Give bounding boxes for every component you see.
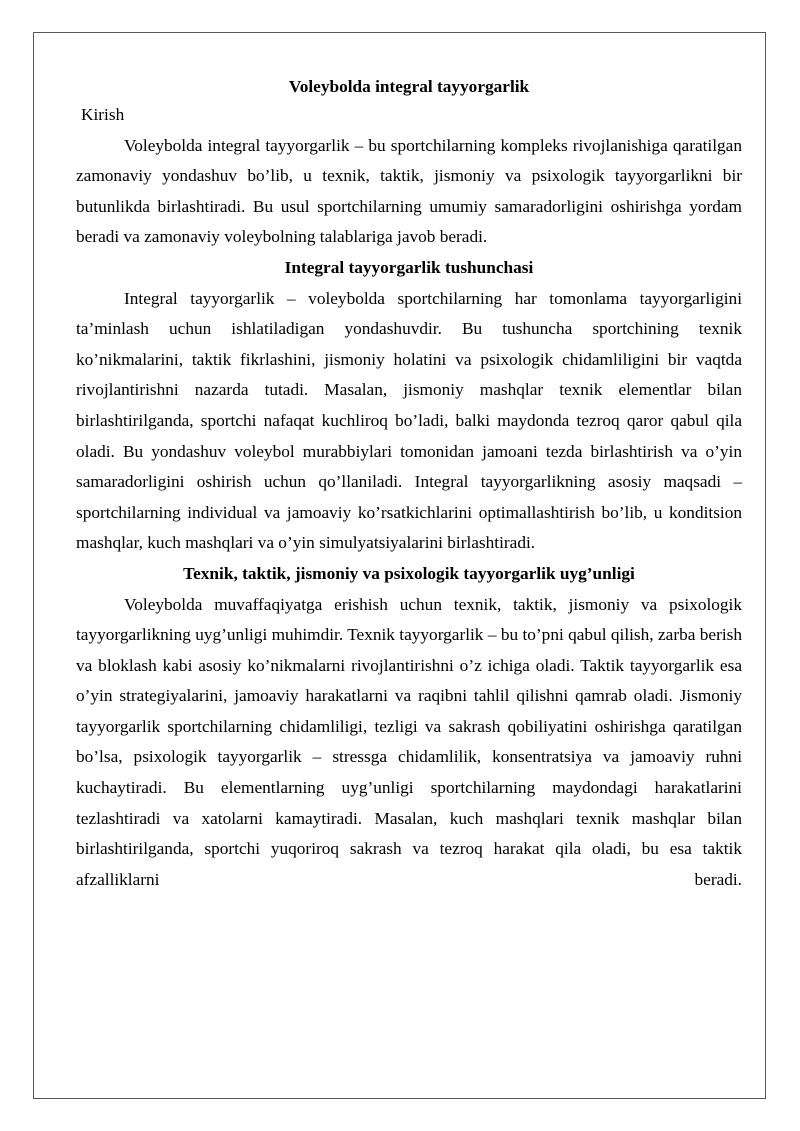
harmony-paragraph: Voleybolda muvaffaqiyatga erishish uchun texnik, taktik, jismoniy va psixologik tayyorgarlikning uyg’unligi muhimdir. Texnik tayyorgarlik – bu to’pni qabul qilish, zarba berish va bloklash kabi asosiy ko’nikmalarni rivojlantirishni o’z ichiga oladi. Taktik tayyorgarlik esa o’yin strategiyalarini, jamoaviy harakatlarni va raqibni tahlil qilishni qamrab oladi. Jismoniy tayyorgarlik sportchilarning chidamliligi, tezligi va sakrash qobiliyatini oshirishga qaratilgan bo’lsa, psixologik tayyorgarlik – stressga chidamlilik, konsentratsiya va jamoaviy ruhni kuchaytiradi. Bu elementlarning uyg’unligi sportchilarning maydondagi harakatlarini tezlashtiradi va xatolarni kamaytiradi. Masalan, kuch mashqlari texnik mashqlar bilan birlashtirilganda, sportchi yuqoriroq sakrash va tezroq harakat qila oladi, bu esa taktik afzalliklarni beradi.	[76, 594, 742, 889]
integral-concept-paragraph: Integral tayyorgarlik – voleybolda sportchilarning har tomonlama tayyorgarligini ta’minlash uchun ishlatiladigan yondashuvdir. Bu tushuncha sportchining texnik ko’nikmalarini, taktik fikrlashini, jismoniy holatini va psixologik chidamliligini bir vaqtda rivojlantirishni nazarda tutadi. Masalan, jismoniy mashqlar texnik elementlar bilan birlashtirilganda, sportchi nafaqat kuchliroq bo’ladi, balki maydonda tezroq qaror qabul qila oladi. Bu yondashuv voleybol murabbiylari tomonidan jamoani tezda birlashtirish va o’yin samaradorligini oshirish uchun qo’llaniladi. Integral tayyorgarlikning asosiy maqsadi – sportchilarning individual va jamoaviy ko’rsatkichlarini optimallashtirish bo’lib, u konditsion mashqlar, kuch mashqlari va o’yin simulyatsiyalarini birlashtiradi.	[76, 288, 742, 553]
intro-paragraph: Voleybolda integral tayyorgarlik – bu sportchilarning kompleks rivojlanishiga qaratilgan zamonaviy yondashuv bo’lib, u texnik, taktik, jismoniy va psixologik tayyorgarlikni bir butunlikda birlashtiradi. Bu usul sportchilarning umumiy samaradorligini oshirishga yordam beradi va zamonaviy voleybolning talablariga javob beradi.	[76, 135, 742, 247]
section-heading-integral-concept: Integral tayyorgarlik tushunchasi	[284, 257, 534, 277]
intro-label: Kirish	[81, 105, 125, 124]
document-title: Voleybolda integral tayyorgarlik	[288, 77, 530, 96]
section-heading-harmony: Texnik, taktik, jismoniy va psixologik tayyorgarlik uyg’unligi	[183, 563, 635, 583]
document-body	[76, 74, 742, 895]
